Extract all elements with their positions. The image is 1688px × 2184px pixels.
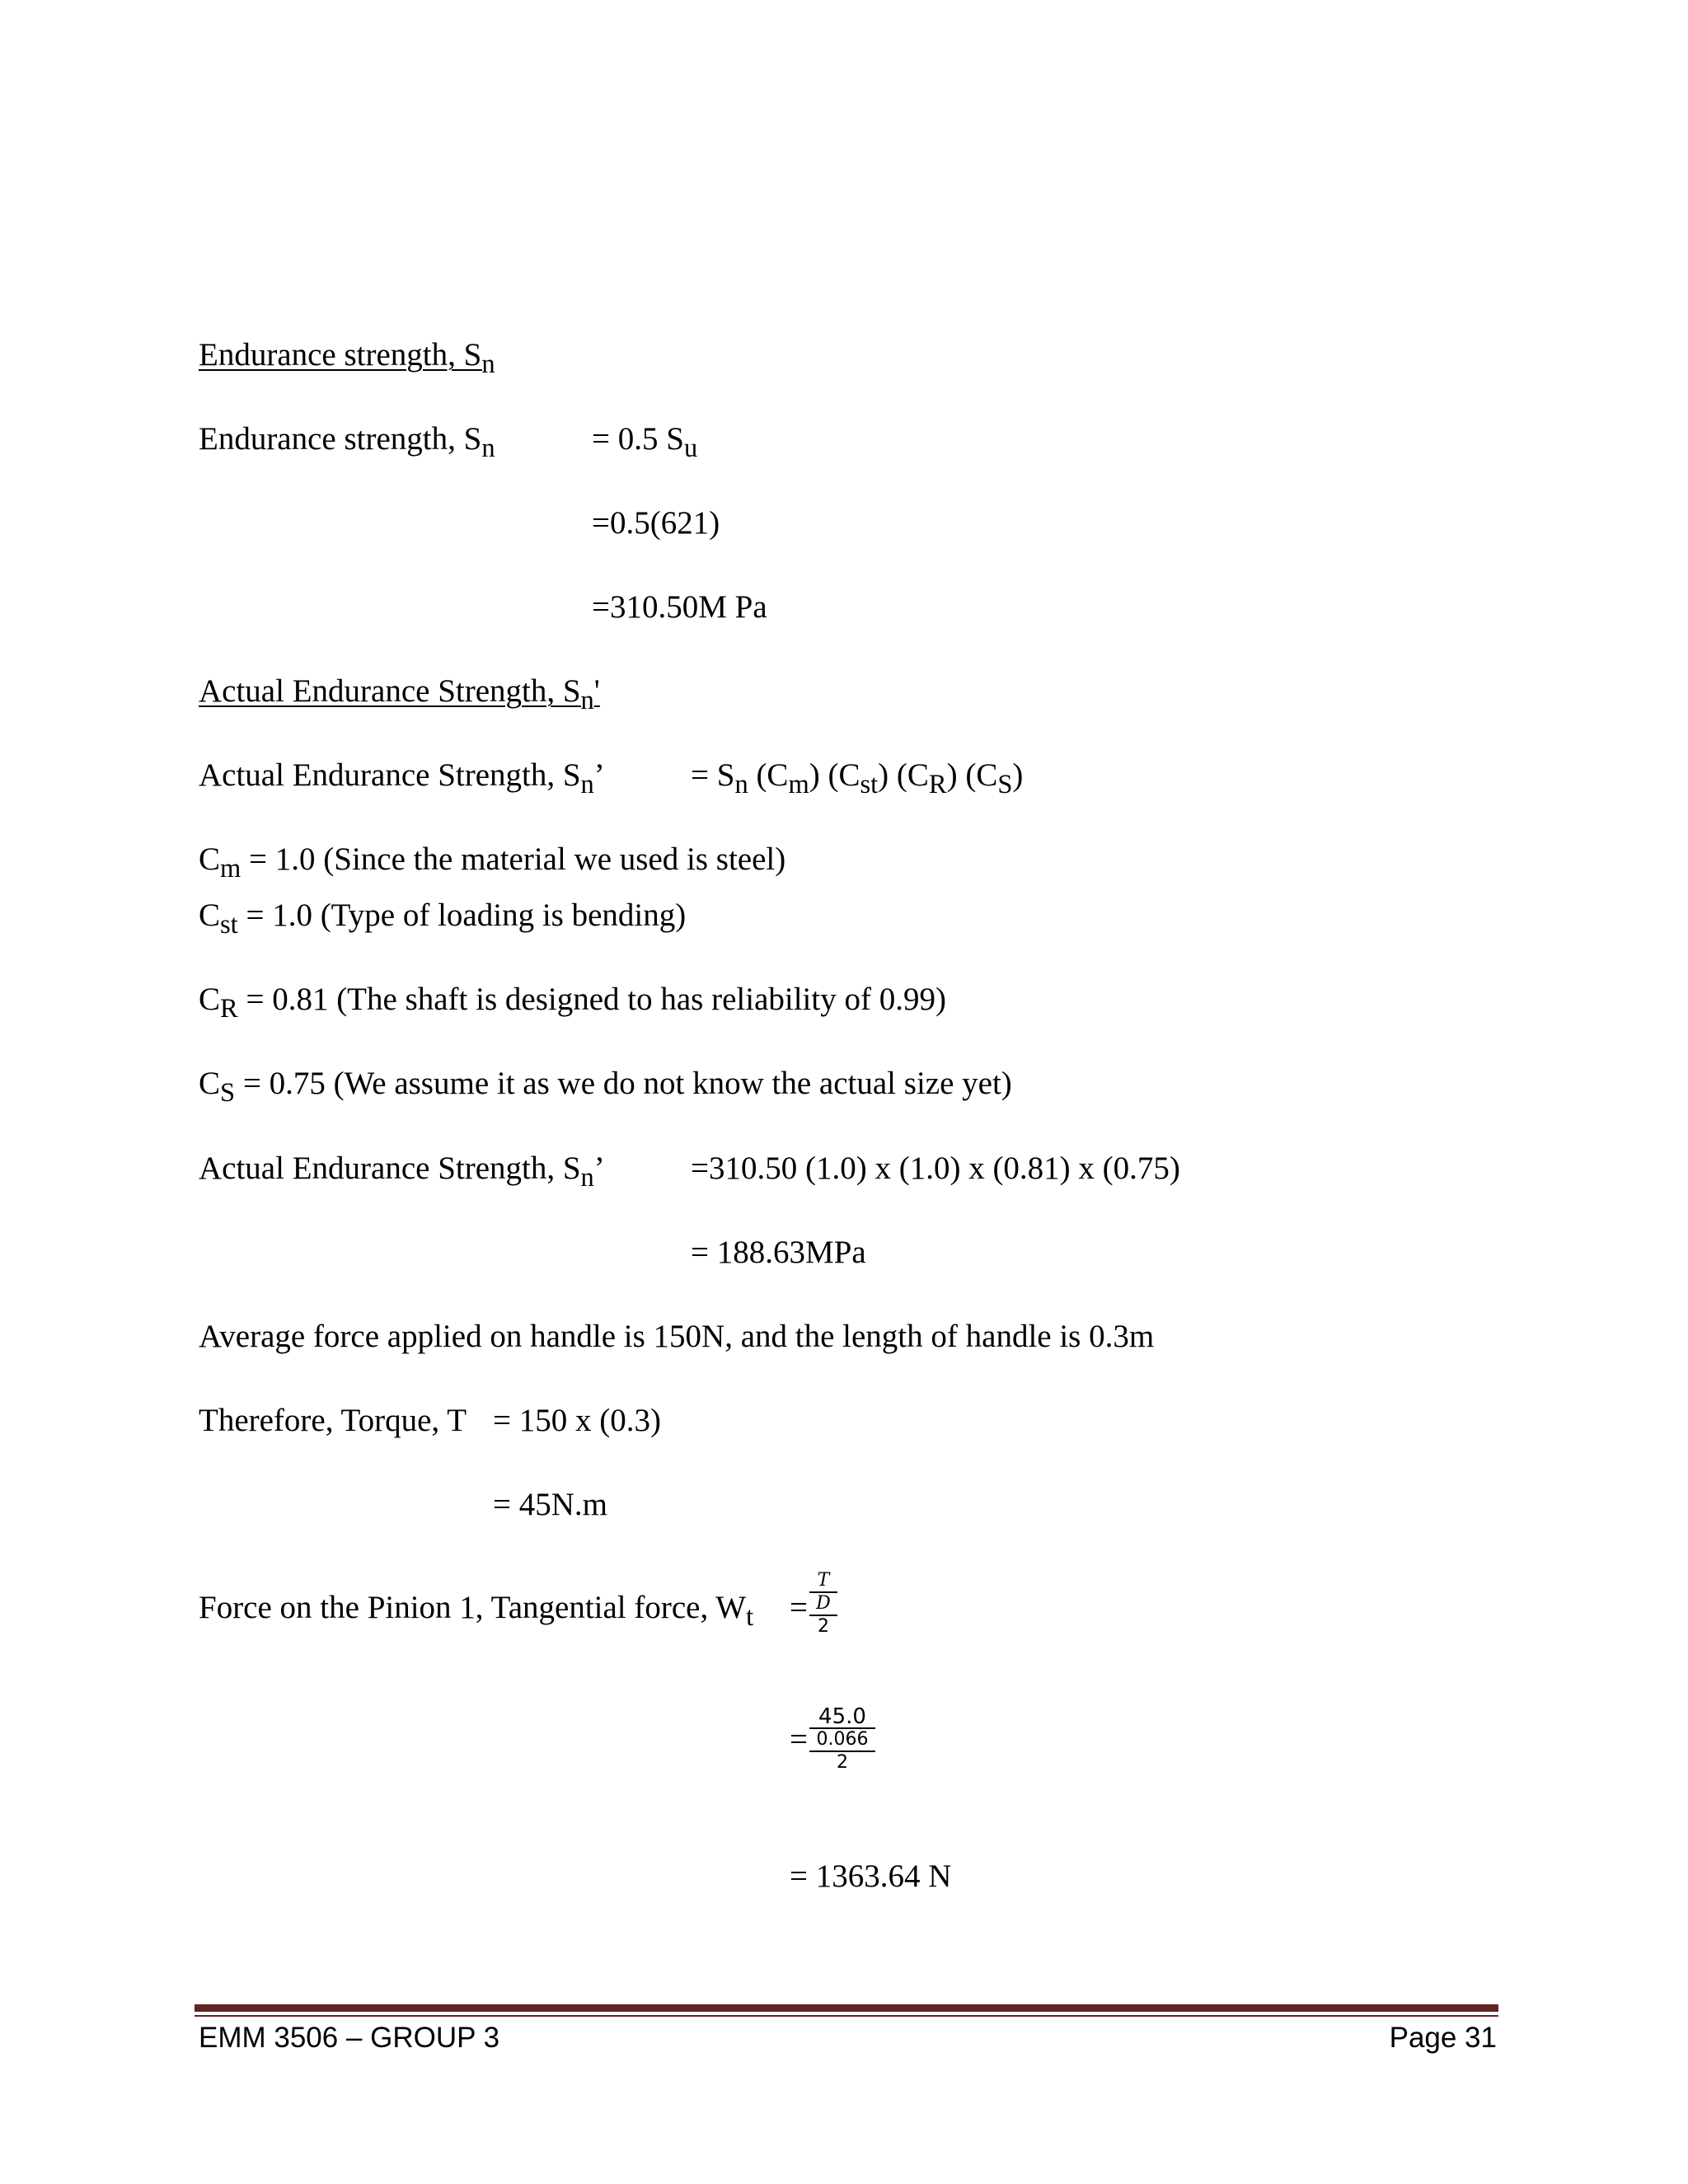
label-subscript: t bbox=[746, 1601, 754, 1632]
tangential-eq-sign-1 bbox=[790, 1589, 808, 1627]
factor-subscript: S bbox=[220, 1077, 236, 1108]
factor-symbol: C bbox=[199, 1066, 221, 1101]
endurance-strength-heading bbox=[199, 336, 495, 383]
formula-part: ) (C bbox=[878, 757, 929, 793]
fraction-inner-numerator: 0.066 bbox=[816, 1729, 869, 1750]
factor-text: = 0.75 (We assume it as we do not know the actual size yet) bbox=[235, 1066, 1012, 1101]
actual-endurance-formula bbox=[691, 757, 1023, 804]
footer-page-number: Page 31 bbox=[1389, 2022, 1497, 2054]
factor-cm bbox=[199, 841, 785, 888]
formula-sub: S bbox=[997, 769, 1013, 799]
eq-text: = 188.63MPa bbox=[691, 1235, 866, 1270]
factor-subscript: R bbox=[220, 993, 238, 1024]
label-subscript: n bbox=[481, 433, 495, 463]
formula-sub: st bbox=[860, 769, 879, 799]
label-text: Actual Endurance Strength, S bbox=[199, 757, 581, 793]
factor-text: = 1.0 (Since the material we used is steel) bbox=[241, 841, 786, 877]
actual-endurance-label bbox=[199, 757, 605, 804]
footer-rule-thin bbox=[195, 2015, 1498, 2017]
formula-sub: n bbox=[734, 769, 748, 799]
factor-subscript: m bbox=[220, 853, 241, 883]
fraction-45-over-0066-half bbox=[809, 1706, 875, 1774]
heading-text: Endurance strength, S bbox=[199, 337, 482, 373]
label-text: Endurance strength, S bbox=[199, 421, 482, 457]
actual-endurance-calc-label bbox=[199, 1150, 605, 1197]
fraction-inner-denominator: 2 bbox=[818, 1616, 829, 1637]
torque-eq1 bbox=[493, 1402, 661, 1440]
heading-suffix: ' bbox=[593, 673, 600, 709]
factor-symbol: C bbox=[199, 898, 221, 933]
factor-symbol: C bbox=[199, 841, 221, 877]
tangential-eq-sign-2 bbox=[790, 1721, 808, 1759]
eq-text: = 0.5 S bbox=[592, 421, 684, 457]
label-subscript: n bbox=[580, 769, 594, 799]
label-text: Therefore, Torque, T bbox=[199, 1403, 467, 1438]
eq-text: = 150 x (0.3) bbox=[493, 1403, 661, 1438]
label-text: Force on the Pinion 1, Tangential force, W bbox=[199, 1590, 747, 1625]
fraction-numerator: 45.0 bbox=[818, 1704, 866, 1729]
footer-course-group: EMM 3506 – GROUP 3 bbox=[199, 2022, 500, 2054]
formula-part: ) (C bbox=[946, 757, 998, 793]
formula-part: ) (C bbox=[809, 757, 860, 793]
actual-endurance-calc-eq2 bbox=[691, 1234, 866, 1272]
factor-symbol: C bbox=[199, 982, 221, 1017]
fraction-t-over-d-half bbox=[809, 1570, 837, 1638]
formula-part: ) bbox=[1012, 757, 1024, 793]
endurance-eq2 bbox=[592, 504, 720, 542]
formula-part: (C bbox=[748, 757, 789, 793]
actual-endurance-calc-eq1 bbox=[691, 1150, 1180, 1188]
force-statement bbox=[199, 1318, 1154, 1356]
torque-eq2 bbox=[493, 1486, 607, 1524]
factor-cr bbox=[199, 981, 946, 1028]
actual-endurance-heading bbox=[199, 673, 600, 719]
fraction-numerator: T bbox=[817, 1570, 830, 1591]
heading-subscript: n bbox=[580, 685, 594, 715]
factor-subscript: st bbox=[220, 909, 238, 940]
endurance-eq3 bbox=[592, 588, 767, 626]
heading-text: Actual Endurance Strength, S bbox=[199, 673, 581, 709]
eq-text: =310.50M Pa bbox=[592, 589, 767, 625]
eq-text: =310.50 (1.0) x (1.0) x (0.81) x (0.75) bbox=[691, 1151, 1180, 1186]
label-suffix: ’ bbox=[593, 1151, 605, 1186]
tangential-force-result bbox=[790, 1858, 951, 1896]
factor-text: = 0.81 (The shaft is designed to has reliability of 0.99) bbox=[237, 982, 946, 1017]
factor-cst bbox=[199, 897, 686, 944]
eq-text: =0.5(621) bbox=[592, 505, 720, 541]
formula-sub: R bbox=[928, 769, 947, 799]
tangential-force-label bbox=[199, 1589, 753, 1636]
equals-sign: = bbox=[790, 1722, 808, 1757]
fraction-inner-numerator: D bbox=[816, 1593, 831, 1614]
formula-part: = S bbox=[691, 757, 735, 793]
formula-sub: m bbox=[788, 769, 809, 799]
eq-text: = 45N.m bbox=[493, 1487, 607, 1522]
label-text: Actual Endurance Strength, S bbox=[199, 1151, 581, 1186]
fraction-inner-denominator: 2 bbox=[837, 1752, 848, 1773]
label-subscript: n bbox=[580, 1162, 594, 1193]
torque-label bbox=[199, 1402, 467, 1440]
label-suffix: ’ bbox=[593, 757, 605, 793]
factor-text: = 1.0 (Type of loading is bending) bbox=[237, 898, 687, 933]
eq-subscript: u bbox=[683, 433, 698, 463]
endurance-eq1 bbox=[592, 420, 697, 467]
heading-subscript: n bbox=[481, 349, 495, 379]
factor-cs bbox=[199, 1065, 1012, 1112]
footer-rule-thick bbox=[195, 2004, 1498, 2012]
result-text: = 1363.64 N bbox=[790, 1858, 952, 1894]
statement-text: Average force applied on handle is 150N, and the length of handle is 0.3m bbox=[199, 1319, 1155, 1354]
endurance-strength-label bbox=[199, 420, 495, 467]
equals-sign: = bbox=[790, 1590, 808, 1625]
